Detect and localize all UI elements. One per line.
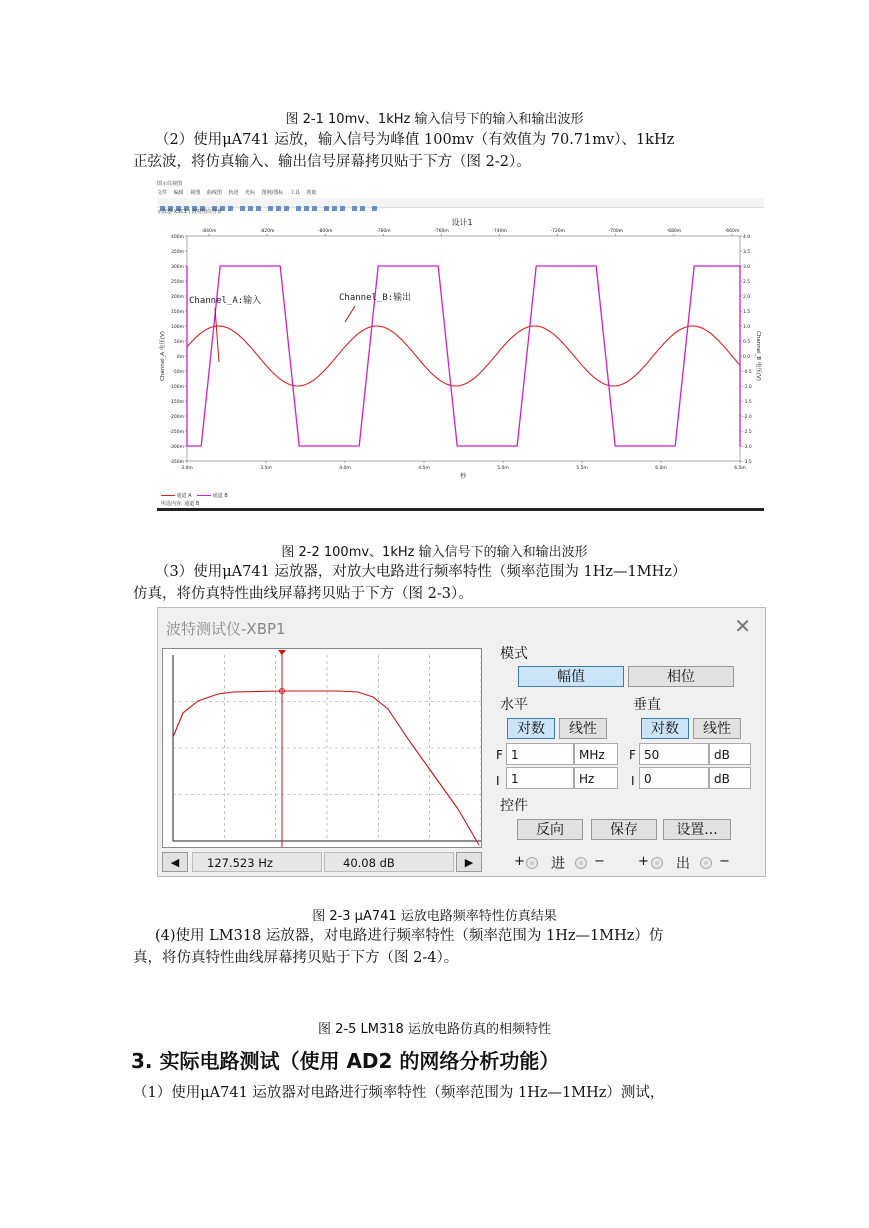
figure-2-1-caption: 图 2-1 10mv、1kHz 输入信号下的输入和输出波形	[285, 112, 584, 127]
status-text: 所选内容: 通道 B	[161, 501, 200, 507]
in-minus-label: −	[594, 854, 605, 869]
menu-item-file[interactable]: 文件	[157, 190, 168, 196]
magnitude-button[interactable]: 幅值	[518, 666, 624, 687]
left-tick-label: -200m	[169, 414, 184, 420]
vertical-initial-unit[interactable]: dB	[709, 767, 751, 789]
legend-line-b	[197, 495, 211, 496]
figure-2-3-caption: 图 2-3 μA741 运放电路频率特性仿真结果	[312, 909, 557, 924]
grapher-window	[157, 180, 764, 511]
vertical-f-label: F	[629, 748, 636, 762]
paragraph-3-line-2: 仿真，将仿真特性曲线屏幕拷贝贴于下方（图 2-3）。	[133, 586, 473, 602]
close-icon[interactable]: ✕	[734, 614, 751, 638]
paragraph-4-line-1: (4)使用 LM318 运放器，对电路进行频率特性（频率范围为 1Hz—1MHz）仿	[155, 928, 664, 944]
bode-plotter-window	[157, 607, 766, 877]
bottom-tick-label: 6.0m	[655, 466, 667, 471]
right-tick-label: 3.5	[743, 249, 751, 255]
mode-label: 模式	[500, 646, 528, 662]
out-label: 出	[676, 856, 690, 872]
bode-plot	[163, 649, 481, 847]
top-tick-label: -680m	[666, 229, 682, 234]
left-tick-label: 50m	[173, 339, 184, 345]
section-3-heading: 3. 实际电路测试（使用 AD2 的网络分析功能）	[131, 1049, 560, 1073]
vertical-linear-button[interactable]: 线性	[693, 718, 741, 739]
top-tick-label: -700m	[608, 229, 624, 234]
horizontal-linear-button[interactable]: 线性	[559, 718, 607, 739]
right-tick-label: -2.5	[743, 429, 752, 435]
horizontal-f-label: F	[496, 748, 503, 762]
grapher-plot	[157, 216, 764, 492]
right-tick-label: -3.0	[743, 444, 752, 450]
in-plus-label: +	[514, 854, 525, 869]
right-tick-label: -1.0	[743, 384, 752, 390]
paragraph-3-line-1: （3）使用μA741 运放器，对放大电路进行频率特性（频率范围为 1Hz—1MHz）	[155, 564, 687, 580]
legend-channel-b: 通道 B	[212, 493, 228, 499]
paragraph-5-line-1: （1）使用μA741 运放器对电路进行频率特性（频率范围为 1Hz—1MHz）测试，	[133, 1085, 665, 1101]
right-tick-label: 1.0	[743, 324, 751, 330]
horizontal-final-unit[interactable]: MHz	[574, 743, 618, 765]
grapher-menu	[157, 189, 764, 197]
phase-button[interactable]: 相位	[628, 666, 734, 687]
y-axis-right-label: Channel_B 电压(V)	[755, 331, 761, 381]
legend-line-a	[161, 495, 175, 496]
left-tick-label: -100m	[169, 384, 184, 390]
left-tick-label: -50m	[172, 369, 184, 375]
annotation-channel-b: Channel_B:输出	[339, 293, 412, 303]
menu-item-view[interactable]: 视图	[190, 190, 201, 196]
left-tick-label: 100m	[171, 324, 184, 330]
vertical-initial-input[interactable]: 0	[639, 767, 709, 789]
vertical-label: 垂直	[633, 697, 661, 713]
left-tick-label: 250m	[171, 279, 184, 285]
menu-item-tools[interactable]: 工具	[289, 190, 300, 196]
horizontal-initial-input[interactable]: 1	[506, 767, 574, 789]
arrow-right-icon: ▶	[464, 856, 474, 869]
left-tick-label: -300m	[169, 444, 184, 450]
frequency-readout: 127.523 Hz	[192, 852, 322, 872]
paragraph-2-line-1: （2）使用μA741 运放，输入信号为峰值 100mv（有效值为 70.71mv）、1kHz	[155, 132, 675, 148]
horizontal-label: 水平	[500, 697, 528, 713]
right-tick-label: -0.5	[743, 369, 752, 375]
right-tick-label: -3.5	[743, 459, 752, 465]
bottom-tick-label: 4.0m	[339, 466, 351, 471]
bottom-tick-label: 3.5m	[260, 466, 272, 471]
horizontal-final-input[interactable]: 1	[506, 743, 574, 765]
top-tick-label: -780m	[376, 229, 391, 234]
right-tick-label: 4.0	[743, 234, 751, 240]
vertical-log-button[interactable]: 对数	[641, 718, 689, 739]
right-tick-label: 2.0	[743, 294, 751, 300]
right-tick-label: 3.0	[743, 264, 751, 270]
bode-display	[162, 648, 482, 848]
menu-item-trace[interactable]: 轨迹	[228, 190, 239, 196]
menu-item-edit[interactable]: 编辑	[173, 190, 184, 196]
figure-2-2-caption: 图 2-2 100mv、1kHz 输入信号下的输入和输出波形	[281, 545, 588, 560]
save-button[interactable]: 保存	[591, 819, 657, 840]
left-tick-label: 0m	[176, 354, 184, 360]
horizontal-i-label: I	[496, 774, 500, 788]
legend-area	[161, 492, 228, 499]
left-tick-label: 300m	[171, 264, 184, 270]
reverse-button[interactable]: 反向	[517, 819, 583, 840]
cursor-left-button[interactable]	[162, 852, 188, 872]
grapher-toolbar	[157, 198, 764, 208]
menu-item-help[interactable]: 帮助	[306, 190, 317, 196]
bottom-tick-label: 5.0m	[497, 466, 509, 471]
grapher-footer	[157, 492, 764, 506]
top-tick-label: -840m	[201, 229, 217, 234]
paragraph-2-line-2: 正弦波，将仿真输入、输出信号屏幕拷贝贴于下方（图 2-2）。	[133, 154, 531, 170]
bottom-tick-label: 6.5m	[734, 466, 746, 471]
right-tick-label: 0.0	[743, 354, 751, 360]
grapher-title: 图示仪视图	[157, 181, 183, 187]
right-tick-label: 2.5	[743, 279, 751, 285]
bode-title: 波特测试仪-XBP1	[166, 620, 286, 638]
left-tick-label: -350m	[169, 459, 184, 465]
menu-item-cursor[interactable]: 光标	[245, 190, 256, 196]
legend-channel-a: 通道 A	[176, 493, 192, 499]
x-axis-label: 秒	[459, 473, 467, 480]
bottom-tick-label: 4.5m	[418, 466, 430, 471]
left-tick-label: 350m	[171, 249, 184, 255]
vertical-final-unit[interactable]: dB	[709, 743, 751, 765]
bottom-tick-label: 3.0m	[181, 466, 193, 471]
vertical-final-input[interactable]: 50	[639, 743, 709, 765]
in-plus-terminal[interactable]	[526, 857, 538, 869]
horizontal-initial-unit[interactable]: Hz	[574, 767, 618, 789]
out-plus-label: +	[638, 854, 649, 869]
plot-title: 设计1	[451, 218, 473, 227]
left-tick-label: -250m	[169, 429, 184, 435]
arrow-left-icon: ◀	[170, 856, 180, 869]
top-tick-label: -740m	[492, 229, 507, 234]
menu-item-graph[interactable]: 曲线图	[206, 190, 222, 196]
right-tick-label: 0.5	[743, 339, 751, 345]
top-tick-label: -660m	[724, 229, 740, 234]
bottom-tick-label: 5.5m	[576, 466, 588, 471]
left-tick-label: 150m	[171, 309, 184, 315]
vertical-i-label: I	[631, 774, 635, 788]
out-minus-label: −	[719, 854, 730, 869]
out-plus-terminal[interactable]	[651, 857, 663, 869]
top-tick-label: -720m	[550, 229, 565, 234]
left-tick-label: 400m	[171, 234, 184, 240]
magnitude-readout: 40.08 dB	[324, 852, 454, 872]
top-tick-label: -760m	[434, 229, 449, 234]
right-tick-label: -1.5	[743, 399, 752, 405]
cursor-right-button[interactable]	[456, 852, 482, 872]
horizontal-log-button[interactable]: 对数	[507, 718, 555, 739]
out-minus-terminal[interactable]	[700, 857, 712, 869]
top-tick-label: -800m	[317, 229, 333, 234]
right-tick-label: -2.0	[743, 414, 752, 420]
settings-button[interactable]: 设置...	[663, 819, 731, 840]
paragraph-4-line-2: 真，将仿真特性曲线屏幕拷贝贴于下方（图 2-4）。	[133, 950, 459, 966]
left-tick-label: -150m	[169, 399, 184, 405]
in-minus-terminal[interactable]	[575, 857, 587, 869]
menu-item-legend[interactable]: 图例/图标	[261, 190, 284, 196]
right-tick-label: 1.5	[743, 309, 751, 315]
y-axis-left-label: Channel_A 电压(V)	[160, 331, 166, 381]
control-label: 控件	[500, 798, 528, 814]
in-label: 进	[551, 856, 565, 872]
grapher-tabs[interactable]: 示波器-XSC1 | 波特图仪分析	[157, 209, 222, 215]
annotation-channel-a: Channel_A:输入	[189, 296, 262, 306]
left-tick-label: 200m	[171, 294, 184, 300]
top-tick-label: -820m	[259, 229, 275, 234]
figure-2-5-caption: 图 2-5 LM318 运放电路仿真的相频特性	[318, 1022, 551, 1037]
